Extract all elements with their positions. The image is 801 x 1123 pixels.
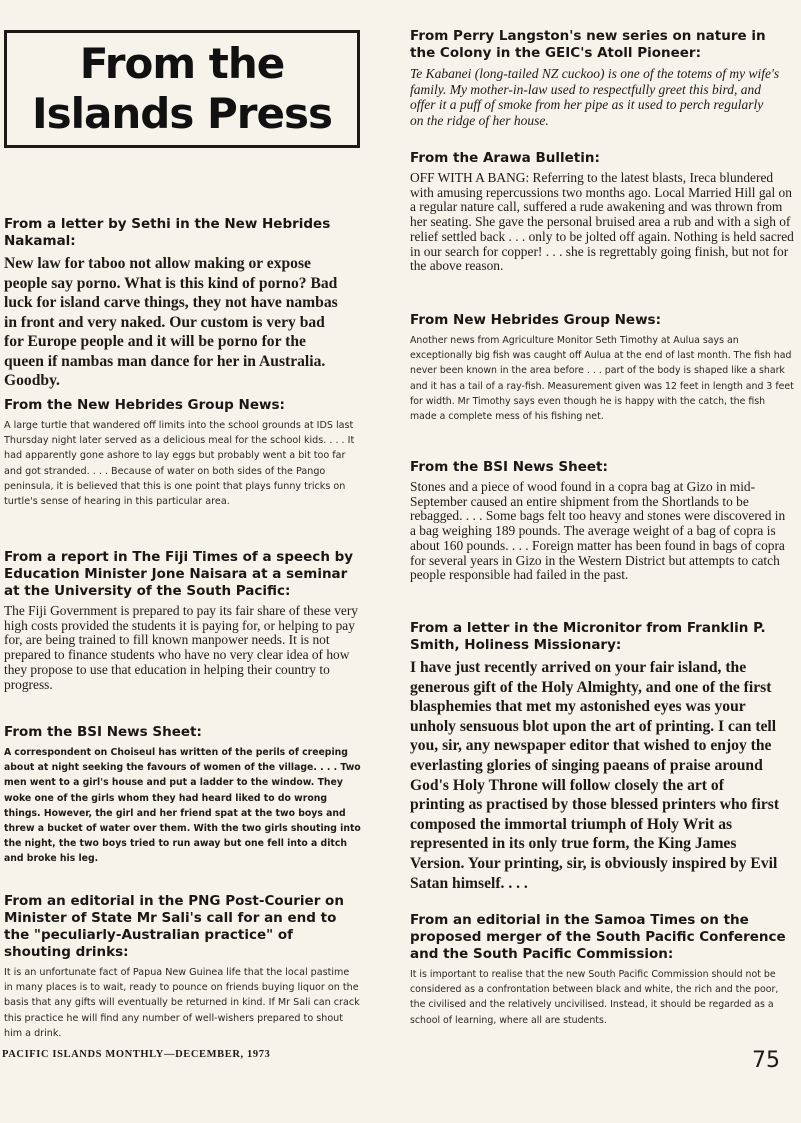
article-sethi-letter <box>4 216 344 391</box>
article-heading: From New Hebrides Group News: <box>410 312 661 328</box>
article-copra <box>410 459 794 583</box>
article-atoll-pioneer <box>410 28 780 128</box>
article-heading: From the BSI News Sheet: <box>4 724 202 740</box>
page-number: 75 <box>752 1048 780 1073</box>
article-heading: From Perry Langston's new series on nature in the Colony in the GEIC's Atoll Pioneer: <box>410 28 766 61</box>
article-heading: From an editorial in the PNG Post-Courier on Minister of State Mr Sali's call for an end to the "peculiarly-Australian practice" of shouting drinks: <box>4 893 344 960</box>
article-big-fish <box>410 312 794 424</box>
article-body: The Fiji Government is prepared to pay its fair share of these very high costs provided the students it is paying for, or helping to pay for, are being trained to fill known manpower needs. It is not prepared to finance students who have no very clear idea of how they propose to use that education in helping their country to progress. <box>4 603 358 692</box>
article-body: Stones and a piece of wood found in a copra bag at Gizo in mid-September caused an entire shipment from the Shortlands to be rebagged. . . . Some bags felt too heavy and stones were discovered in a bag weighing 189 pounds. The average weight of a bag of copra is about 160 pounds. . . . Foreign matter has been found in bags of copra for several years in Gizo in the Western District but attempts to catch people responsible had failed in the past. <box>410 479 786 583</box>
article-heading: From a letter by Sethi in the New Hebrides Nakamal: <box>4 216 331 249</box>
article-heading: From the BSI News Sheet: <box>410 459 608 475</box>
article-body: It is important to realise that the new South Pacific Commission should not be considered as a confrontation between black and white, the rich and the poor, the civilised and the relatively uncivilised. Instead, it should be regarded as a school of learning, where all are students. <box>410 969 779 1026</box>
article-arawa-bulletin <box>410 150 794 274</box>
article-micronitor <box>410 620 782 893</box>
article-body: Another news from Agriculture Monitor Seth Timothy at Aulua says an exceptionally big fish was caught off Aulua at the end of last month. The fish had never been known in the area before . . . part of the body is shaped like a shark and it has a tail of a ray-fish. Measurement given was 12 feet in length and 3 feet for width. Mr Timothy says even though he is happy with the catch, the fish made a complete mess of his fishing net. <box>410 335 794 423</box>
masthead-box <box>4 30 360 148</box>
article-samoa-times <box>410 912 794 1028</box>
article-choiseul <box>4 724 364 867</box>
article-body: It is an unfortunate fact of Papua New Guinea life that the local pastime in many places is to wait, ready to pounce on friends buying liquor on the basis that any gifts will eventually be returned in kind. If Mr Sali can crack this practice he will find any number of well-wishers prepared to shout him a drink. <box>4 967 360 1039</box>
article-body: I have just recently arrived on your fair island, the generous gift of the Holy Almighty, and one of the first blasphemies that met my astonished eyes was your unholy sensuous blot upon the art of printing. I can tell you, sir, any newspaper editor that wished to enjoy the everlasting glories of singing paeans of praise around God's Holy Throne will follow closely the art of printing as practised by those blessed printers who first composed the immortal triumph of Holy Writ as represented in its only true form, the King James Version. Your printing, sir, is obviously inspired by Evil Satan himself. . . . <box>410 659 780 892</box>
article-body: OFF WITH A BANG: Referring to the latest blasts, Ireca blundered with amusing repercussions two months ago. Local Married Hill gal on a regular nature call, suffered a rude awakening and was thrown from her seating. She gave the personal bruised area a rub and with a sigh of relief settled back . . . only to be jolted off again. Nothing is held sacred in our search for copper! . . . she is regrettably going finish, but not for the above reason. <box>410 170 794 274</box>
article-body: New law for taboo not allow making or expose people say porno. What is this kind of porno? Bad luck for island carve things, they not have nambas in front and very naked. Our custom is very bad for Europe people and it will be porno for the queen if nambas man dance for her in Australia. Goodby. <box>4 255 338 389</box>
footer-publication: PACIFIC ISLANDS MONTHLY—DECEMBER, 1973 <box>2 1049 271 1060</box>
article-body: A correspondent on Choiseul has written of the perils of creeping about at night seeking the favours of women of the village. . . . Two men went to a girl's house and put a ladder to the window. They woke one of the girls whom they had heard liked to do wrong things. However, the girl and her friend spat at the two boys and threw a bucket of water over them. With the two girls shouting into the night, the two boys tried to run away but one fell into a ditch and broke his leg. <box>4 747 361 865</box>
masthead-title <box>32 39 332 139</box>
article-heading: From a report in The Fiji Times of a speech by Education Minister Jone Naisara at a seminar at the University of the South Pacific: <box>4 549 354 599</box>
article-body: Te Kabanei (long-tailed NZ cuckoo) is one of the totems of my wife's family. My mother-in-law used to respectfully greet this bird, and offer it a puff of smoke from her pipe as it used to perch regularly on the ridge of her house. <box>410 66 780 128</box>
article-heading: From the Arawa Bulletin: <box>410 150 600 166</box>
article-post-courier <box>4 893 360 1041</box>
masthead-line-1: From the <box>79 39 285 88</box>
masthead-line-2: Islands Press <box>32 89 332 138</box>
article-fiji-times <box>4 549 360 692</box>
article-heading: From the New Hebrides Group News: <box>4 397 285 413</box>
article-heading: From a letter in the Micronitor from Franklin P. Smith, Holiness Missionary: <box>410 620 766 653</box>
article-heading: From an editorial in the Samoa Times on the proposed merger of the South Pacific Conference and the South Pacific Commission: <box>410 912 786 962</box>
article-turtle <box>4 397 364 509</box>
article-body: A large turtle that wandered off limits into the school grounds at IDS last Thursday night later served as a delicious meal for the school kids. . . . It had apparently gone ashore to lay eggs but probably went a bit too far and got stranded. . . . Because of water on both sides of the Pango peninsula, it is believed that this is one point that plays funny tricks on turtle's sense of hearing in this particular area. <box>4 420 355 508</box>
